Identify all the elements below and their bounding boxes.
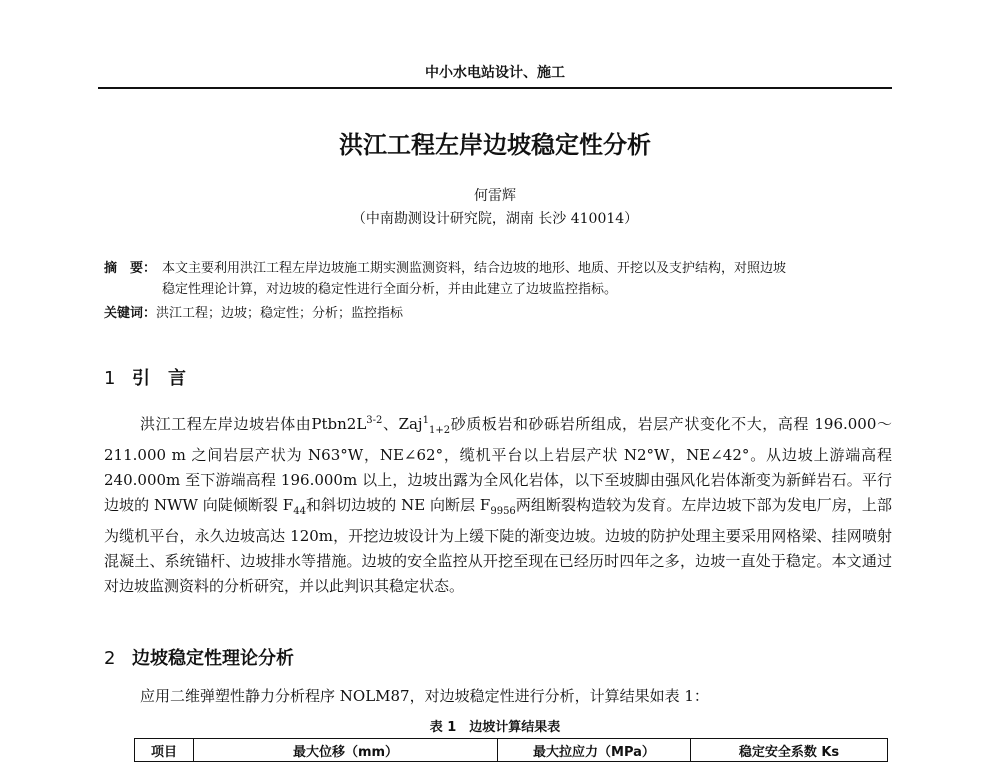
section-2-heading <box>104 644 294 670</box>
abstract-line-1: 本文主要利用洪江工程左岸边坡施工期实测监测资料，结合边坡的地形、地质、开挖以及支护结构，对照边坡 <box>162 261 787 276</box>
author: 何雷辉 <box>474 188 516 204</box>
table-header-cell: 项目 <box>135 739 194 762</box>
abstract-line-2: 稳定性理论计算，对边坡的稳定性进行全面分析，并由此建立了边坡监控指标。 <box>162 282 618 297</box>
section-1-number: 1 <box>104 368 116 389</box>
abstract <box>104 258 892 300</box>
table-1 <box>134 738 888 762</box>
paper-title: 洪江工程左岸边坡稳定性分析 <box>339 131 651 159</box>
table-header-cell: 稳定安全系数 Ks <box>691 739 888 762</box>
affiliation: （中南勘测设计研究院，湖南 长沙 410014） <box>351 211 639 227</box>
table-header-row <box>135 739 888 762</box>
section-1-paragraph: 洪江工程左岸边坡岩体由$Ptbn2L^{3-2}$、Zaj$^1_{1+2}$砂质板岩和砂砾岩所组成，岩层产状变化不大，高程 196.000～211.000 m 之间岩层产状为 N63°W，NE∠62°，缆机平台以上岩层产状 N2°W，NE∠42°。从边坡上游端高程 240.000m 至下游端高程 196.000m 以上，边坡出露为全风化岩体，以下至坡脚由强风化岩体渐变为新鲜岩石。平行边坡的 NWW 向陡倾断裂 $F_{44}$和斜切边坡的 NE 向断层 $F_{9956}$两组断裂构造较为发育。左岸边坡下部为发电厂房，上部为缆机平台，永久边坡高达 120m，开挖边坡设计为上缓下陡的渐变边坡。边坡的防护处理主要采用网格梁、挂网喷射混凝土、系统锚杆、边坡排水等措施。边坡的安全监控从开挖至现在已经历时四年之多，边坡一直处于稳定。本文通过对边坡监测资料的分析研究，并以此判识其稳定状态。 <box>104 415 892 595</box>
keywords-text: 洪江工程；边坡；稳定性；分析；监控指标 <box>156 306 404 321</box>
table-header-cell: 最大位移（mm） <box>194 739 498 762</box>
section-1-heading <box>104 364 186 390</box>
section-1-title: 引 言 <box>132 368 186 389</box>
section-2-body <box>104 684 892 709</box>
section-2-number: 2 <box>104 648 116 669</box>
section-2-paragraph: 应用二维弹塑性静力分析程序 NOLM87，对边坡稳定性进行分析，计算结果如表 1： <box>140 687 709 705</box>
keywords-label: 关键词： <box>104 306 157 321</box>
table-1-caption: 表 1 边坡计算结果表 <box>429 720 561 735</box>
section-2-title: 边坡稳定性理论分析 <box>132 648 294 669</box>
running-header: 中小水电站设计、施工 <box>425 65 565 81</box>
abstract-label: 摘 要： <box>104 261 157 276</box>
header-rule <box>98 87 892 89</box>
keywords <box>104 302 892 321</box>
section-1-body <box>104 408 892 599</box>
table-header-cell: 最大拉应力（MPa） <box>498 739 691 762</box>
